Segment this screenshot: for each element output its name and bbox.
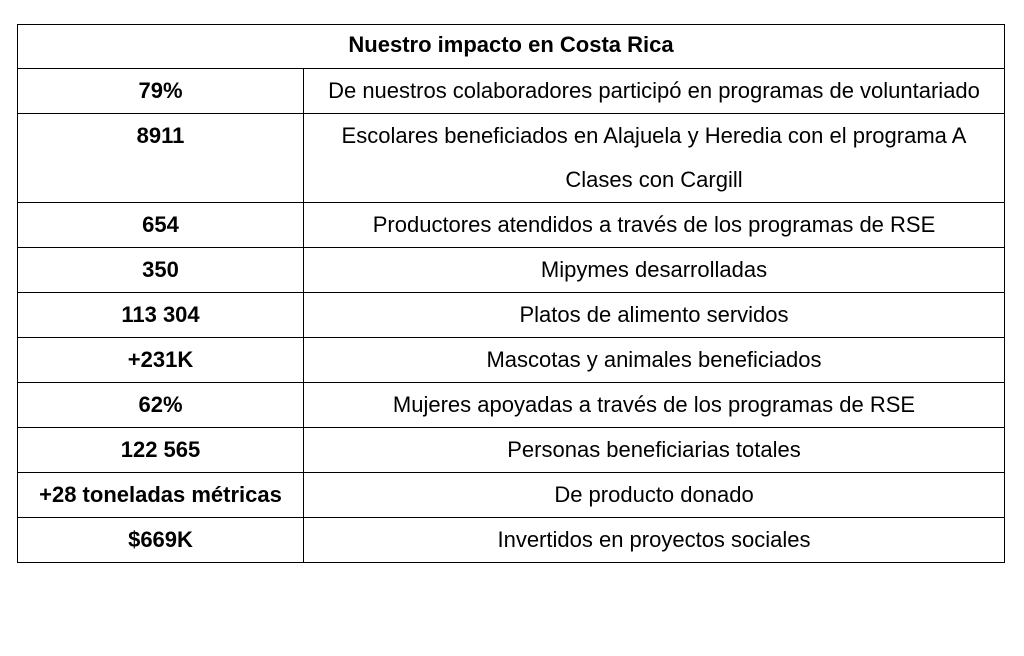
table-row <box>18 383 1005 428</box>
impact-value <box>18 114 304 203</box>
impact-description <box>304 473 1005 518</box>
impact-description <box>304 69 1005 114</box>
impact-value <box>18 428 304 473</box>
impact-description <box>304 203 1005 248</box>
impact-description <box>304 114 1005 203</box>
impact-value <box>18 338 304 383</box>
impact-description-text: De nuestros colaboradores participó en programas de voluntariado <box>328 78 980 103</box>
table-row <box>18 248 1005 293</box>
impact-value-text: 79% <box>138 78 183 103</box>
impact-description-text: Mascotas y animales beneficiados <box>486 347 822 372</box>
impact-value <box>18 518 304 563</box>
impact-description-text: Mipymes desarrolladas <box>540 257 768 282</box>
table-row <box>18 203 1005 248</box>
table-row <box>18 338 1005 383</box>
impact-description-text: Invertidos en proyectos sociales <box>497 527 811 552</box>
impact-description-text: Platos de alimento servidos <box>519 302 789 327</box>
table-row <box>18 69 1005 114</box>
impact-value-text: 62% <box>138 392 183 417</box>
impact-table-container <box>17 24 1004 563</box>
impact-description-text: Productores atendidos a través de los programas de RSE <box>372 212 936 237</box>
impact-value-text: 113 304 <box>121 302 200 327</box>
impact-value <box>18 203 304 248</box>
impact-value <box>18 293 304 338</box>
impact-value <box>18 69 304 114</box>
impact-description <box>304 428 1005 473</box>
impact-value <box>18 248 304 293</box>
impact-value-text: 122 565 <box>120 437 201 462</box>
table-row <box>18 293 1005 338</box>
table-row <box>18 428 1005 473</box>
impact-value-text: 350 <box>142 257 179 282</box>
impact-description <box>304 293 1005 338</box>
impact-description <box>304 338 1005 383</box>
impact-description-text: De producto donado <box>554 482 754 507</box>
impact-value-text: 8911 <box>136 123 185 148</box>
impact-value-text: +231K <box>127 347 194 372</box>
table-header-row <box>18 25 1005 69</box>
impact-value <box>18 383 304 428</box>
table-title: Nuestro impacto en Costa Rica <box>18 25 1005 69</box>
table-row <box>18 518 1005 563</box>
impact-description-text: Escolares beneficiados en Alajuela y Heredia con el programa A Clases con Cargill <box>341 123 967 192</box>
impact-value <box>18 473 304 518</box>
table-row <box>18 114 1005 203</box>
impact-description-text: Mujeres apoyadas a través de los programas de RSE <box>392 392 916 417</box>
impact-value-text: +28 toneladas métricas <box>39 482 282 507</box>
impact-description <box>304 518 1005 563</box>
impact-description <box>304 248 1005 293</box>
impact-table <box>17 24 1005 563</box>
impact-description-text: Personas beneficiarias totales <box>507 437 801 462</box>
impact-description <box>304 383 1005 428</box>
impact-value-text: 654 <box>142 212 179 237</box>
table-row <box>18 473 1005 518</box>
impact-value-text: $669K <box>128 527 193 552</box>
